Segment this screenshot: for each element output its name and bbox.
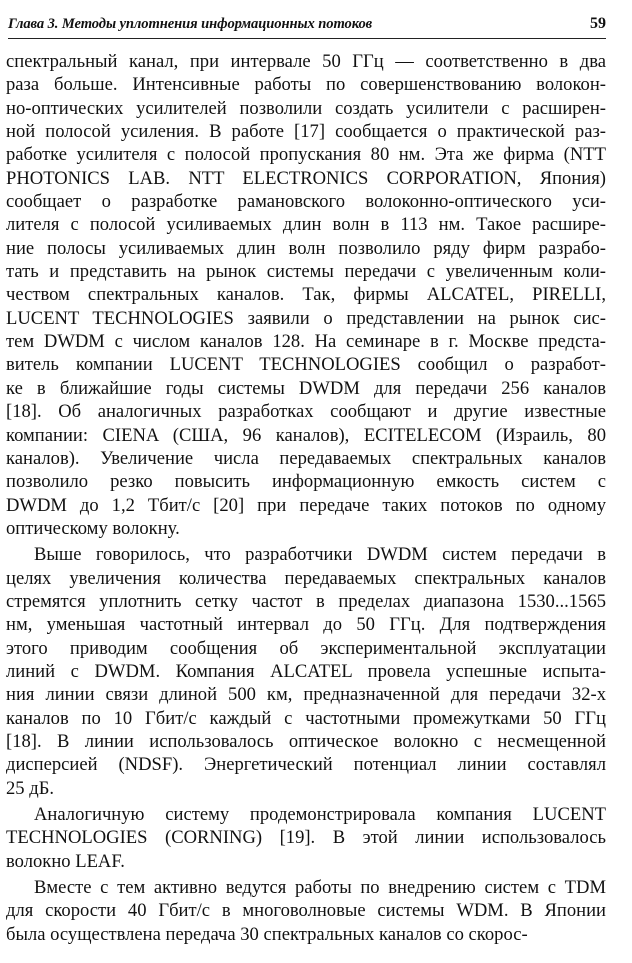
text-line: этого приводим сообщения об экспериментальной эксплуатации [6, 637, 606, 659]
text-line: волокно LEAF. [6, 850, 125, 872]
text-line: [18]. В линии использовалось оптическое волокно с несмещенной [6, 730, 606, 752]
text-line: ной полосой усиления. В работе [17] сообщается о практической раз- [6, 121, 606, 143]
text-line: нм, уменьшая частотный интервал до 50 ГГц. Для подтверждения [6, 614, 606, 636]
paragraph [6, 543, 606, 800]
text-line: Аналогичную систему продемонстрировала компания LUCENT [34, 804, 606, 825]
text-line: была осуществлена передача 30 спектральных каналов со скорос- [6, 923, 528, 945]
text-line: Выше говорилось, что разработчики DWDM систем передачи в [34, 544, 606, 566]
text-line: LUCENT TECHNOLOGIES заявили о представлении на рынок сис- [6, 307, 606, 329]
chapter-title: Глава 3. Методы уплотнения информационных потоков [8, 16, 373, 32]
text-line: тать и представить на рынок системы передачи с увеличенным коли- [6, 261, 606, 283]
paragraph [6, 876, 606, 946]
running-header [8, 14, 606, 39]
text-line: работке усилителя с полосой пропускания 80 нм. Эта же фирма (NTT [6, 144, 606, 166]
text-line: спектральный канал, при интервале 50 ГГц — соответственно в два [6, 51, 606, 72]
paragraph [6, 803, 606, 873]
text-line: раза больше. Интенсивные работы по совершенствованию волокон- [6, 74, 606, 96]
text-line: ке в ближайшие годы системы DWDM для передачи 256 каналов [6, 377, 606, 399]
text-line: DWDM до 1,2 Тбит/с [20] при передаче таких потоков по одному [6, 494, 606, 516]
text-line: компании: CIENA (США, 96 каналов), ECITELECOM (Израиль, 80 [6, 424, 606, 446]
text-line: стремятся уплотнить сетку частот в пределах диапазона 1530...1565 [6, 590, 606, 612]
text-line: [18]. Об аналогичных разработках сообщают и другие известные [6, 401, 606, 423]
text-line: каналов). Увеличение числа передаваемых спектральных каналов [6, 447, 606, 469]
paragraph [6, 50, 606, 540]
text-line: сообщает о разработке рамановского волоконно-оптического уси- [6, 191, 606, 213]
text-line: витель компании LUCENT TECHNOLOGIES сообщил о разработ- [6, 354, 606, 376]
body-text [6, 50, 606, 946]
page-number: 59 [590, 15, 606, 32]
text-line: 25 дБ. [6, 777, 55, 799]
text-line: каналов по 10 Гбит/с каждый с частотными промежутками 50 ГГц [6, 707, 606, 729]
text-line: оптическому волокну. [6, 517, 180, 539]
text-line: PHOTONICS LAB. NTT ELECTRONICS CORPORATION, Япония) [6, 167, 606, 189]
text-line: Вместе с тем активно ведутся работы по внедрению систем с TDM [34, 877, 606, 899]
text-line: позволило резко повысить информационную емкость систем с [6, 471, 606, 493]
text-line: линий с DWDM. Компания ALCATEL провела успешные испыта- [6, 660, 606, 682]
text-line: для скорости 40 Гбит/с в многоволновые системы WDM. В Японии [6, 900, 606, 922]
text-line: чеством спектральных каналов. Так, фирмы ALCATEL, PIRELLI, [6, 284, 606, 306]
text-line: TECHNOLOGIES (CORNING) [19]. В этой линии использовалось [6, 827, 606, 849]
text-line: ние полосы усиливаемых длин волн позволило ряду фирм разрабо- [6, 237, 606, 259]
text-line: тем DWDM с числом каналов 128. На семинаре в г. Москве предста- [6, 331, 606, 353]
text-line: лителя с полосой усиливаемых длин волн в 113 нм. Такое расшире- [6, 214, 606, 236]
text-line: но-оптических усилителей позволили создать усилители с расширен- [6, 97, 606, 119]
text-line: ния линии связи длиной 500 км, предназначенной для передачи 32-х [6, 684, 606, 706]
text-line: дисперсией (NDSF). Энергетический потенциал линии составлял [6, 754, 606, 776]
text-line: целях увеличения количества передаваемых спектральных каналов [6, 567, 606, 589]
